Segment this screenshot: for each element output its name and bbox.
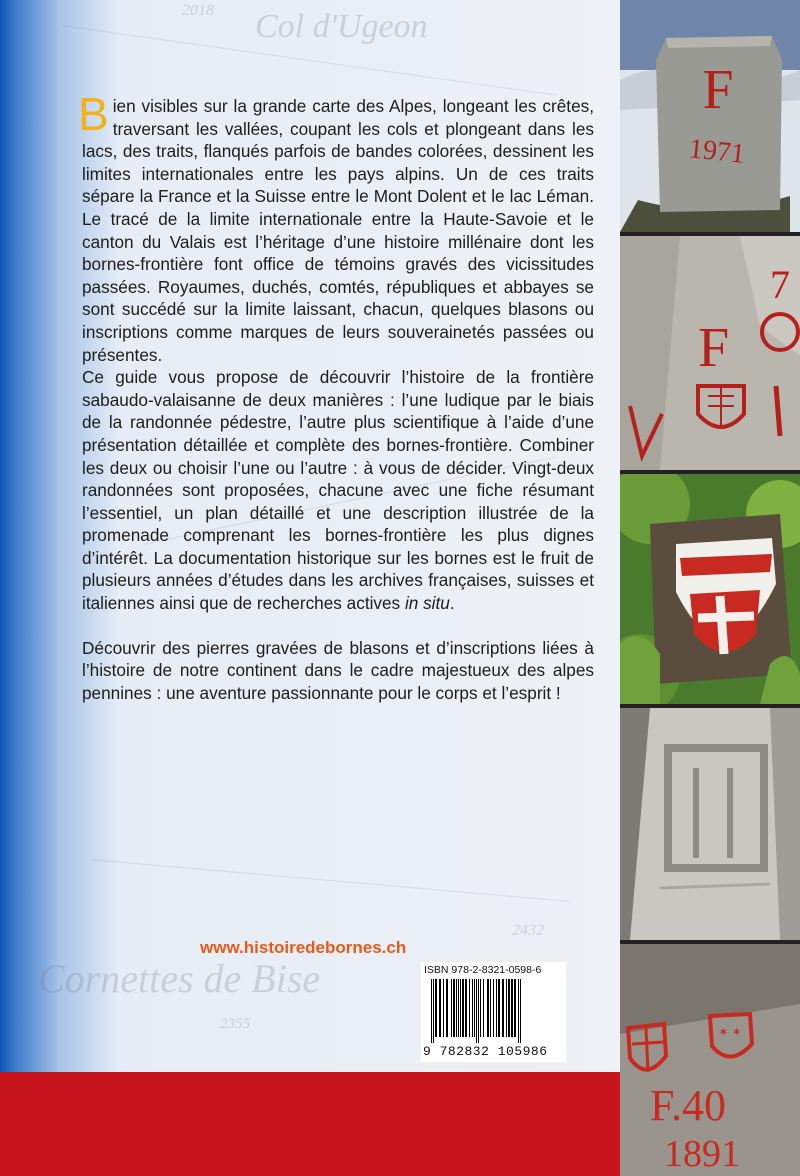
map-label-cornettes: Cornettes de Bise (38, 956, 321, 1001)
map-label-col: Col d'Ugeon (255, 8, 428, 45)
barcode-bar (433, 979, 434, 1043)
paragraph-2-text: Ce guide vous propose de découvrir l’histoire de la frontière sabaudo-valaisanne de deux manières : l’une ludique par le biais de la randonnée pédestre, l’autre plus scientifique à l’aide d’une présentation détaillée et complète des bornes-frontière. Combiner les deux ou choisir l’une ou l’autre : à vous de décider. Vingt-deux randonnées sont proposées, chacune avec une fiche résumant l’essentiel, un plan détaillé et une description illustrée de la promenade comprenant les bornes-frontière les plus dignes d’intérêt. La documentation historique sur les bornes est le fruit de plusieurs années d’études dans les archives françaises, suisses et italiennes ainsi que de recherches actives (82, 367, 594, 614)
barcode-bar (476, 979, 477, 1043)
photo-boundary-stone-shield (620, 236, 800, 470)
barcode-bar (458, 979, 459, 1037)
barcode-bar (480, 979, 481, 1037)
stone-5-text-1: F.40 (650, 1081, 726, 1130)
barcode-bar (469, 979, 470, 1037)
paragraph-3: Découvrir des pierres gravées de blasons et d’inscriptions liées à l’histoire de notre continent dans le cadre majestueux des alpes pennines : une aventure passionnante pour le corps et l’esprit ! (82, 637, 594, 703)
photo-column (620, 0, 800, 1176)
photo-savoy-shield (620, 474, 800, 704)
footer-band (0, 1072, 620, 1176)
svg-text:✶ ✶: ✶ ✶ (718, 1025, 742, 1039)
website-link[interactable]: www.histoiredebornes.ch (200, 938, 407, 957)
barcode-bar (435, 979, 437, 1037)
barcode-bar (446, 979, 448, 1037)
photo-boundary-stone-1891 (620, 944, 800, 1176)
map-contour (91, 859, 569, 902)
description-text (78, 88, 594, 704)
barcode-bar (490, 979, 491, 1037)
barcode-bar (493, 979, 494, 1037)
paragraph-2-end: . (449, 593, 455, 614)
barcode-bar (431, 979, 432, 1043)
barcode-bar (474, 979, 475, 1037)
map-label-altitude-3: 2355 (220, 1016, 250, 1032)
barcode-bar (451, 979, 452, 1037)
stone-2-number: 7 (770, 262, 790, 307)
barcode-bar (508, 979, 510, 1037)
barcode-bars (431, 979, 561, 1043)
barcode-bar (460, 979, 461, 1037)
barcode-bar (502, 979, 504, 1037)
barcode-bar (498, 979, 500, 1037)
barcode-bar (506, 979, 507, 1037)
map-label-altitude-2: 2432 (512, 922, 544, 939)
barcode-bar (456, 979, 457, 1037)
barcode-bar (462, 979, 464, 1037)
stone-2-letter: F (698, 317, 730, 379)
stone-5-text-2: 1891 (664, 1133, 740, 1175)
barcode-bar (518, 979, 519, 1043)
stone-1-letter: F (702, 59, 734, 121)
photo-boundary-stone-1971 (620, 0, 800, 232)
paragraph-2 (82, 366, 594, 615)
barcode-bar (487, 979, 489, 1037)
barcode-bar (496, 979, 497, 1037)
paragraph-2-italic: in situ (404, 593, 450, 614)
barcode-bar (520, 979, 521, 1043)
barcode-bar (439, 979, 441, 1037)
barcode-bar (443, 979, 444, 1037)
barcode-bar (483, 979, 484, 1037)
paragraph-1-text: ien visibles sur la grande carte des Alpes, longeant les crêtes, traversant les vallées, coupant les cols et plongeant dans les lacs, des traits, flanqués parfois de bandes colorées, dessinent les limites internationales entre les pays alpins. Un de ces traits sépare la France et la Suisse entre le Mont Dolent et le lac Léman. Le tracé de la limite internationale entre la Haute-Savoie et le canton du Valais est l’héritage d’une histoire millénaire dont les bornes-frontière font office de témoins gravés des vicissitudes passées. Royaumes, duchés, comtés, républiques et abbayes se sont succédé sur la limite laissant, chacun, quelques blasons ou inscriptions comme marques de leurs souverainetés passées ou présentes. (82, 96, 594, 365)
barcode-bar (472, 979, 473, 1037)
drop-cap: B (78, 88, 109, 140)
paragraph-1 (78, 88, 594, 366)
barcode-bar (478, 979, 479, 1043)
stone-1-year: 1971 (687, 133, 747, 170)
map-label-altitude-1: 2018 (182, 2, 214, 19)
barcode-bar (514, 979, 516, 1037)
barcode-bar (465, 979, 467, 1037)
isbn-label: ISBN 978-2-8321-0598-6 (424, 964, 542, 976)
barcode-digits: 9 782832 105986 (423, 1044, 548, 1059)
photo-carved-stone (620, 708, 800, 940)
barcode-bar (511, 979, 513, 1037)
barcode (421, 962, 566, 1062)
barcode-bar (453, 979, 455, 1037)
